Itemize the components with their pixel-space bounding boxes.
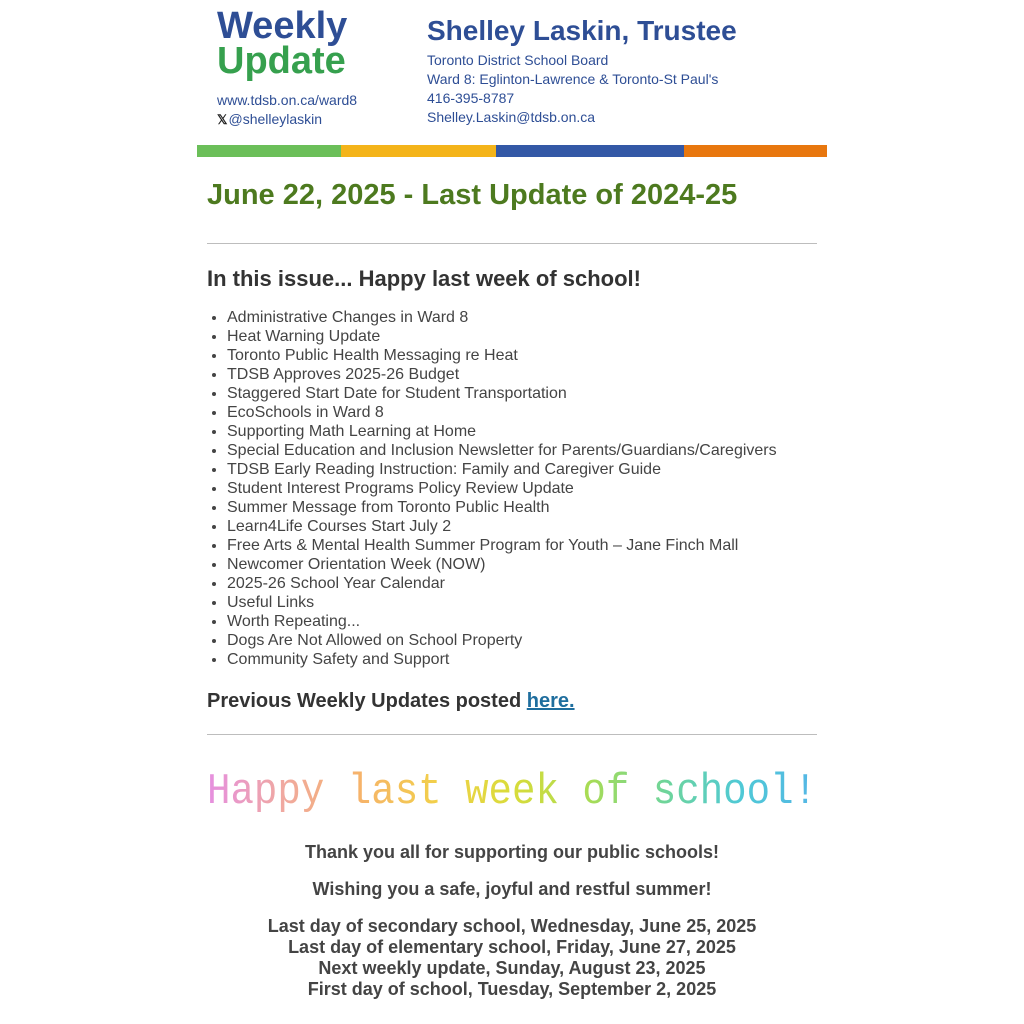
ward-name: Ward 8: Eglinton-Lawrence & Toronto-St Paul's — [427, 71, 719, 87]
toc-item[interactable]: • Free Arts & Mental Health Summer Program for Youth – Jane Finch Mall — [227, 536, 817, 555]
key-dates — [207, 916, 817, 1000]
social-handle-text: @shelleylaskin — [228, 111, 323, 127]
x-icon: 𝕏 — [217, 112, 228, 127]
toc-item[interactable]: • Staggered Start Date for Student Transportation — [227, 384, 817, 403]
newsletter-body — [197, 177, 827, 1000]
color-bar-blue — [496, 145, 684, 157]
closing-message — [207, 842, 817, 1000]
toc-item[interactable]: • Administrative Changes in Ward 8 — [227, 308, 817, 327]
banner-graphic — [207, 767, 817, 815]
color-bar-orange — [684, 145, 827, 157]
phone-number[interactable]: 416-395-8787 — [427, 90, 515, 106]
key-date-line: First day of school, Tuesday, September 2, 2025 — [307, 979, 717, 999]
newsletter — [197, 0, 827, 1000]
trustee-name: Shelley Laskin, Trustee — [427, 15, 737, 46]
divider — [207, 734, 817, 735]
board-name: Toronto District School Board — [427, 52, 609, 68]
divider — [207, 243, 817, 244]
toc-item[interactable]: • Learn4Life Courses Start July 2 — [227, 517, 817, 536]
social-handle-link[interactable] — [217, 110, 357, 129]
previous-updates — [207, 689, 817, 713]
closing-wishes: Wishing you a safe, joyful and restful summer! — [312, 879, 712, 899]
closing-thanks: Thank you all for supporting our public schools! — [304, 842, 719, 862]
color-bar-green — [197, 145, 341, 157]
toc-item[interactable]: • TDSB Early Reading Instruction: Family and Caregiver Guide — [227, 460, 817, 479]
issue-date-title: June 22, 2025 - Last Update of 2024-25 — [207, 179, 738, 211]
toc-item[interactable]: • Community Safety and Support — [227, 650, 817, 669]
previous-updates-text: Previous Weekly Updates posted — [207, 690, 527, 712]
toc-item[interactable]: • Student Interest Programs Policy Review Update — [227, 479, 817, 498]
toc-item[interactable]: • Special Education and Inclusion Newsletter for Parents/Guardians/Caregivers — [227, 441, 817, 460]
happy-last-week-banner — [207, 767, 817, 815]
previous-updates-link[interactable]: here. — [526, 690, 575, 712]
key-date-line: Next weekly update, Sunday, August 23, 2025 — [318, 958, 706, 978]
toc-item[interactable]: • Useful Links — [227, 593, 817, 612]
toc-item[interactable]: • Dogs Are Not Allowed on School Property — [227, 631, 817, 650]
table-of-contents — [207, 308, 817, 669]
toc-item[interactable]: • TDSB Approves 2025-26 Budget — [227, 365, 817, 384]
trustee-block — [427, 14, 737, 127]
ward-website-link[interactable]: www.tdsb.on.ca/ward8 — [217, 92, 358, 108]
toc-item[interactable]: • Newcomer Orientation Week (NOW) — [227, 555, 817, 574]
brand-title-weekly: Weekly — [217, 5, 348, 47]
key-date-line: Last day of elementary school, Friday, June 27, 2025 — [288, 937, 736, 957]
newsletter-header — [197, 0, 827, 145]
toc-item[interactable]: • Toronto Public Health Messaging re Heat — [227, 346, 817, 365]
toc-item[interactable]: • Worth Repeating... — [227, 612, 817, 631]
toc-item[interactable]: • Supporting Math Learning at Home — [227, 422, 817, 441]
toc-item[interactable]: • Summer Message from Toronto Public Health — [227, 498, 817, 517]
key-date-line: Last day of secondary school, Wednesday, June 25, 2025 — [267, 916, 757, 936]
banner-text: Happy last week of school! — [207, 767, 817, 817]
toc-item[interactable]: • Heat Warning Update — [227, 327, 817, 346]
color-bar-yellow — [341, 145, 496, 157]
issue-heading: In this issue... Happy last week of school! — [207, 266, 641, 291]
brand-title-update: Update — [217, 40, 346, 82]
brand-block — [217, 5, 358, 129]
color-divider-bar — [197, 145, 827, 157]
email-link[interactable]: Shelley.Laskin@tdsb.on.ca — [427, 109, 596, 125]
toc-item[interactable]: • EcoSchools in Ward 8 — [227, 403, 817, 422]
toc-item[interactable]: • 2025-26 School Year Calendar — [227, 574, 817, 593]
